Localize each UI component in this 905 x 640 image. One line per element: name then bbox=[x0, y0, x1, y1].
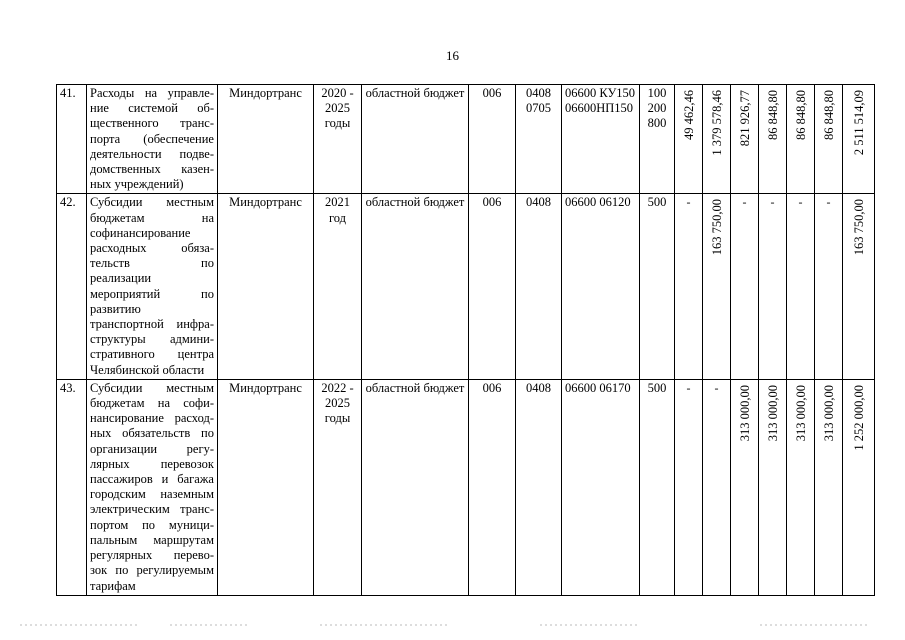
target-code: 06600 06170 bbox=[562, 379, 640, 595]
page-number: 16 bbox=[446, 48, 459, 63]
measure-name-line: пальным маршрутам bbox=[90, 532, 214, 547]
year-amount-value: 86 848,80 bbox=[765, 90, 780, 140]
measure-name bbox=[87, 85, 218, 194]
total-amount bbox=[843, 194, 875, 379]
year-amount bbox=[675, 85, 703, 194]
total-amount-value: 2 511 514,09 bbox=[851, 90, 866, 156]
row-number: 41. bbox=[57, 85, 87, 194]
measure-name-line: Челябинской области bbox=[90, 362, 205, 377]
section-code: 0408 bbox=[516, 379, 562, 595]
measure-name bbox=[87, 194, 218, 379]
table-row bbox=[57, 379, 875, 595]
measure-name-line: щественного транс- bbox=[90, 116, 214, 131]
measure-name-line: электрическим транс- bbox=[90, 502, 214, 517]
period: 2020 - 2025 годы bbox=[314, 85, 362, 194]
measure-name-line: софинансирование bbox=[90, 225, 191, 240]
measure-name-line: развитию bbox=[90, 301, 141, 316]
measure-name-line: городским наземным bbox=[90, 487, 214, 502]
year-amount bbox=[815, 85, 843, 194]
section-code: 0408 bbox=[516, 194, 562, 379]
executor: Миндортранс bbox=[218, 194, 314, 379]
year-amount bbox=[759, 85, 787, 194]
measure-name-line: зок по регулируемым bbox=[90, 563, 214, 578]
year-amount bbox=[703, 379, 731, 595]
year-amount-value: 313 000,00 bbox=[821, 384, 836, 442]
empty-amount-mark: - bbox=[686, 380, 691, 395]
measure-name-line: структуры админи- bbox=[90, 332, 214, 347]
year-amount bbox=[731, 85, 759, 194]
year-amount bbox=[731, 379, 759, 595]
scan-noise bbox=[20, 622, 880, 628]
year-amount bbox=[731, 194, 759, 379]
year-amount bbox=[703, 85, 731, 194]
year-amount-value: 313 000,00 bbox=[737, 384, 752, 442]
period: 2021 год bbox=[314, 194, 362, 379]
year-amount-value: 313 000,00 bbox=[765, 384, 780, 442]
year-amount bbox=[675, 379, 703, 595]
measure-name-line: стративного центра bbox=[90, 347, 214, 362]
table-row bbox=[57, 194, 875, 379]
table-row bbox=[57, 85, 875, 194]
year-amount bbox=[703, 194, 731, 379]
total-amount-value: 1 252 000,00 bbox=[851, 384, 866, 451]
measure-name bbox=[87, 379, 218, 595]
grbs-code: 006 bbox=[469, 194, 516, 379]
year-amount bbox=[787, 194, 815, 379]
year-amount-value: 163 750,00 bbox=[709, 199, 724, 256]
measure-name-line: организации регу- bbox=[90, 441, 214, 456]
empty-amount-mark: - bbox=[826, 195, 831, 210]
executor: Миндортранс bbox=[218, 379, 314, 595]
row-number: 42. bbox=[57, 194, 87, 379]
year-amount bbox=[675, 194, 703, 379]
measure-name-line: пассажиров и багажа bbox=[90, 472, 214, 487]
measure-name-line: домственных казен- bbox=[90, 162, 214, 177]
measure-name-line: транспортной инфра- bbox=[90, 317, 214, 332]
empty-amount-mark: - bbox=[714, 380, 719, 395]
measure-name-line: нансирование расход- bbox=[90, 411, 214, 426]
target-code: 06600 КУ150 06600НП150 bbox=[562, 85, 640, 194]
empty-amount-mark: - bbox=[770, 195, 775, 210]
measure-name-line: лярных перевозок bbox=[90, 456, 214, 471]
measure-name-line: ние системой об- bbox=[90, 101, 214, 116]
measure-name-line: тельств по bbox=[90, 256, 214, 271]
measure-name-line: портом по муници- bbox=[90, 517, 214, 532]
expense-type-code: 100 200 800 bbox=[640, 85, 675, 194]
grbs-code: 006 bbox=[469, 379, 516, 595]
total-amount bbox=[843, 85, 875, 194]
measure-name-line: расходных обяза- bbox=[90, 241, 214, 256]
measure-name-line: реализации bbox=[90, 271, 152, 286]
measure-name-line: регулярных перево- bbox=[90, 548, 214, 563]
measure-name-line: бюджетам на софи- bbox=[90, 396, 214, 411]
measure-name-line: Субсидии местным bbox=[90, 380, 214, 395]
executor: Миндортранс bbox=[218, 85, 314, 194]
measure-name-line: ных обязательств по bbox=[90, 426, 214, 441]
year-amount-value: 1 379 578,46 bbox=[709, 90, 724, 156]
year-amount-value: 821 926,77 bbox=[737, 90, 752, 147]
measure-name-line: Субсидии местным bbox=[90, 195, 214, 210]
year-amount-value: 86 848,80 bbox=[793, 90, 808, 140]
funding-source: областной бюджет bbox=[362, 85, 469, 194]
year-amount bbox=[787, 85, 815, 194]
grbs-code: 006 bbox=[469, 85, 516, 194]
year-amount bbox=[787, 379, 815, 595]
measure-name-line: тарифам bbox=[90, 578, 136, 593]
empty-amount-mark: - bbox=[798, 195, 803, 210]
funding-source: областной бюджет bbox=[362, 379, 469, 595]
row-number: 43. bbox=[57, 379, 87, 595]
measure-name-line: деятельности подве- bbox=[90, 146, 214, 161]
measure-name-line: бюджетам на bbox=[90, 210, 214, 225]
expense-type-code: 500 bbox=[640, 379, 675, 595]
measure-name-line: ных учреждений) bbox=[90, 177, 184, 192]
funding-source: областной бюджет bbox=[362, 194, 469, 379]
measure-name-line: мероприятий по bbox=[90, 286, 214, 301]
measure-name-line: Расходы на управле- bbox=[90, 86, 214, 100]
measure-name-line: порта (обеспечение bbox=[90, 131, 214, 146]
total-amount bbox=[843, 379, 875, 595]
year-amount bbox=[815, 379, 843, 595]
year-amount-value: 49 462,46 bbox=[681, 90, 696, 140]
section-code: 0408 0705 bbox=[516, 85, 562, 194]
total-amount-value: 163 750,00 bbox=[851, 199, 866, 256]
expense-type-code: 500 bbox=[640, 194, 675, 379]
empty-amount-mark: - bbox=[686, 195, 691, 210]
year-amount bbox=[759, 194, 787, 379]
period: 2022 - 2025 годы bbox=[314, 379, 362, 595]
target-code: 06600 06120 bbox=[562, 194, 640, 379]
year-amount bbox=[815, 194, 843, 379]
year-amount-value: 86 848,80 bbox=[821, 90, 836, 140]
empty-amount-mark: - bbox=[742, 195, 747, 210]
year-amount bbox=[759, 379, 787, 595]
budget-table bbox=[56, 84, 875, 596]
year-amount-value: 313 000,00 bbox=[793, 384, 808, 442]
